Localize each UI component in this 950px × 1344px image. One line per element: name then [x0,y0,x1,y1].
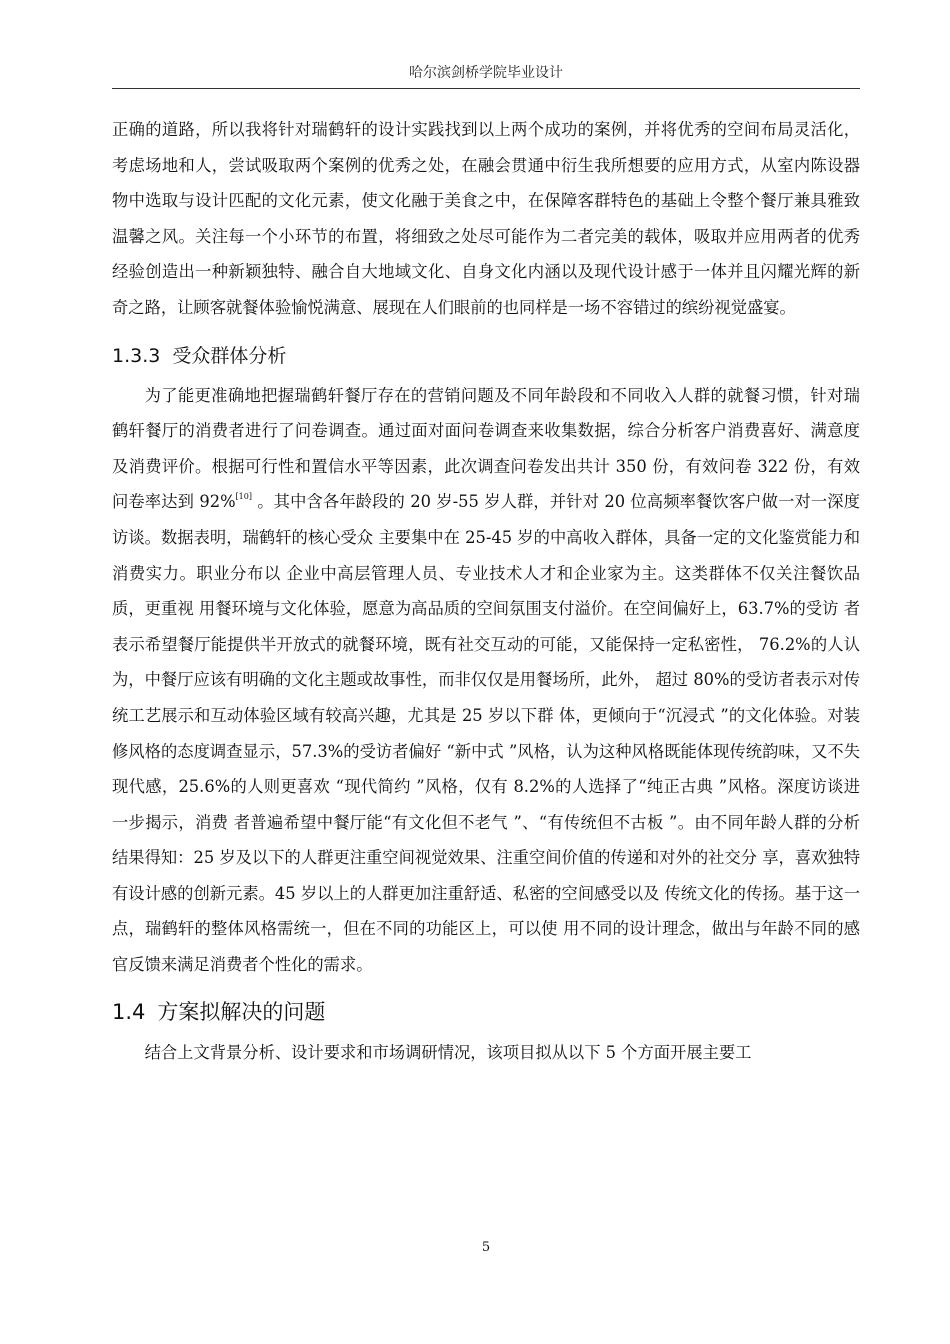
paragraph-survey [112,378,860,983]
section-number: 1.4 [112,999,146,1024]
section-title: 方案拟解决的问题 [157,999,326,1024]
header-divider [112,88,860,89]
section-title: 受众群体分析 [172,344,287,367]
section-heading-1-4 [112,989,860,1035]
survey-text-before-citation: 为了能更准确地把握瑞鹤轩餐厅存在的营销问题及不同年龄段和不同收入人群的就餐习惯，针对瑞鹤轩餐厅的消费者进行了问卷调查。通过面对面问卷调查来收集数据，综合分析客户消费喜好、满意度及消费评价。根据可行性和置信水平等因素，此次调查问卷发出共计 350 份，有效问卷 322 份，有效问卷率达到 92% [112,385,860,512]
citation-marker: [10] [235,492,252,502]
page-header-title: 哈尔滨剑桥学院毕业设计 [409,65,563,81]
page-number: 5 [481,1240,491,1255]
survey-text-after-citation: 。其中含各年龄段的 20 岁-55 岁人群，并针对 20 位高频率餐饮客户做一对一深度访谈。数据表明，瑞鹤轩的核心受众 主要集中在 25-45 岁的中高收入群体，具备一定的文化鉴赏能力和消费实力。职业分布以 企业中高层管理人员、专业技术人才和企业家为主。这类群体不仅关注餐饮品质，更重视 用餐环境与文化体验，愿意为高品质的空间氛围支付溢价。在空间偏好上，63.7%的受访 者表示希望餐厅能提供半开放式的就餐环境，既有社交互动的可能，又能保持一定私密性， 76.2%的人认为，中餐厅应该有明确的文化主题或故事性，而非仅仅是用餐场所，此外， 超过 80%的受访者表示对传统工艺展示和互动体验区域有较高兴趣，尤其是 25 岁以下群 体，更倾向于“沉浸式 ”的文化体验。对装修风格的态度调查显示，57.3%的受访者偏好 “新中式 ”风格，认为这种风格既能体现传统韵味，又不失现代感，25.6%的人则更喜欢 “现代简约 ”风格，仅有 8.2%的人选择了“纯正古典 ”风格。深度访谈进一步揭示，消费 者普遍希望中餐厅能“有文化但不老气 ”、“有传统但不古板 ”。由不同年龄人群的分析 结果得知：25 岁及以下的人群更注重空间视觉效果、注重空间价值的传递和对外的社交分 享，喜欢独特有设计感的创新元素。45 岁以上的人群更加注重舒适、私密的空间感受以及 传统文化的传扬。基于这一点，瑞鹤轩的整体风格需统一，但在不同的功能区上，可以使 用不同的设计理念，做出与年龄不同的感官反馈来满足消费者个性化的需求。 [112,492,860,975]
document-body [112,112,860,1070]
paragraph-intro: 正确的道路，所以我将针对瑞鹤轩的设计实践找到以上两个成功的案例，并将优秀的空间布局灵活化，考虑场地和人，尝试吸取两个案例的优秀之处，在融会贯通中衍生我所想要的应用方式，从室内陈设器物中选取与设计匹配的文化元素，使文化融于美食之中，在保障客群特色的基础上令整个餐厅兼具雅致温馨之风。关注每一个小环节的布置，将细致之处尽可能作为二者完美的载体，吸取并应用两者的优秀经验创造出一种新颖独特、融合自大地域文化、自身文化内涵以及现代设计感于一体并且闪耀光辉的新奇之路，让顾客就餐体验愉悦满意、展现在人们眼前的也同样是一场不容错过的缤纷视觉盛宴。 [112,120,860,317]
paragraph-plan: 结合上文背景分析、设计要求和市场调研情况，该项目拟从以下 5 个方面开展主要工 [144,1042,752,1062]
section-number: 1.3.3 [112,344,161,367]
section-heading-1-3-3 [112,334,860,378]
